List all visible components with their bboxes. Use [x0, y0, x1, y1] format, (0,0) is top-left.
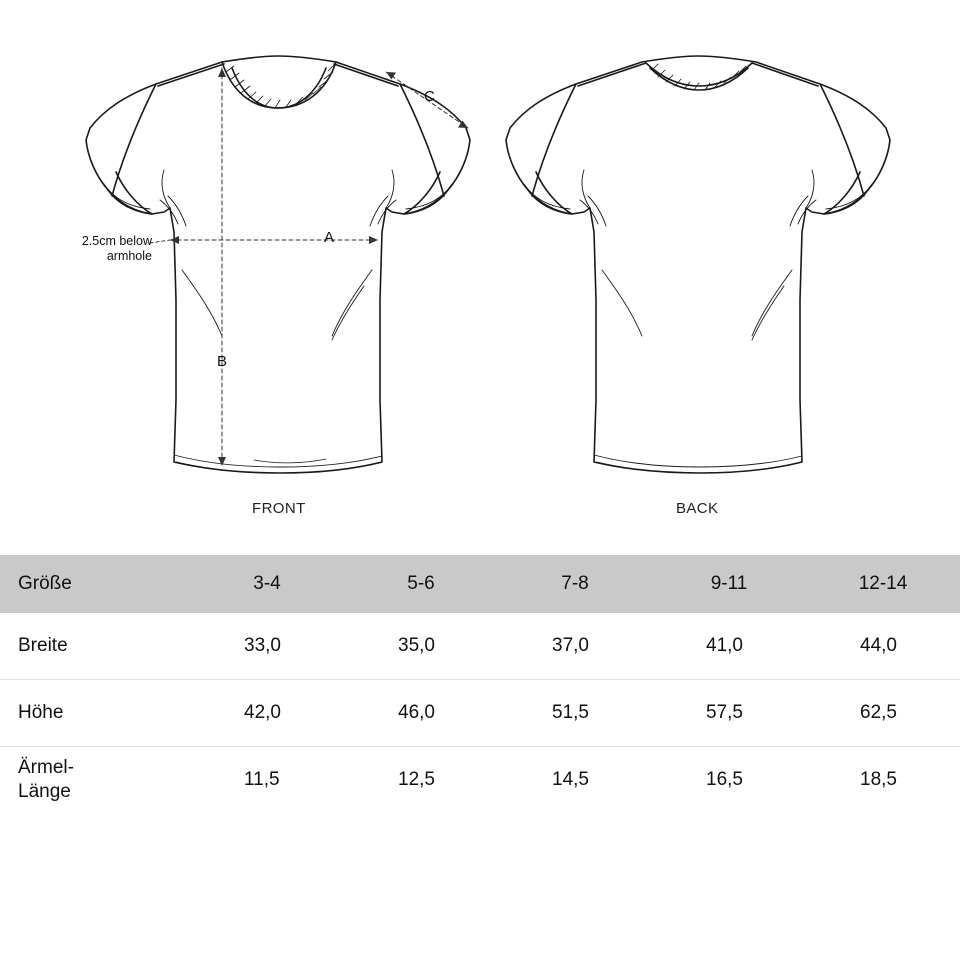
cell-value: 46,0	[398, 702, 435, 723]
cell-aermel-3-4	[190, 747, 344, 814]
header-size-7-8: 7-8	[561, 573, 589, 594]
cell-value: 18,5	[860, 769, 897, 790]
cell-value: 57,5	[706, 702, 743, 723]
armhole-note-line2: armhole	[106, 249, 152, 263]
back-view-label: BACK	[676, 500, 719, 517]
cell-breite-7-8	[498, 613, 652, 680]
cell-value: 33,0	[244, 635, 281, 656]
row-label-line1: Ärmel-	[18, 757, 74, 778]
cell-value: 44,0	[860, 635, 897, 656]
cell-aermel-5-6	[344, 747, 498, 814]
header-size-9-11: 9-11	[710, 573, 748, 594]
back-shirt-outline	[506, 56, 890, 473]
cell-breite-3-4	[190, 613, 344, 680]
cell-breite-9-11	[652, 613, 806, 680]
cell-value: 37,0	[552, 635, 589, 656]
table-row	[0, 680, 960, 747]
cell-value: 12,5	[398, 769, 435, 790]
cell-aermel-9-11	[652, 747, 806, 814]
armhole-note-line1: 2.5cm below	[81, 234, 152, 248]
front-view-label: FRONT	[252, 500, 306, 517]
cell-value: 11,5	[244, 769, 280, 790]
dimension-label-c: C	[424, 88, 435, 105]
row-label-aermellaenge	[0, 747, 190, 814]
cell-value: 35,0	[398, 635, 435, 656]
cell-hoehe-3-4	[190, 680, 344, 747]
cell-value: 16,5	[706, 769, 743, 790]
table-row	[0, 747, 960, 814]
cell-value: 42,0	[244, 702, 281, 723]
header-size-12-14: 12-14	[858, 573, 908, 594]
cell-value: 41,0	[706, 635, 743, 656]
cell-aermel-12-14	[806, 747, 960, 814]
header-size-3-4: 3-4	[253, 573, 281, 594]
row-label-breite: Breite	[18, 635, 68, 656]
header-size: Größe	[18, 573, 72, 594]
table-row	[0, 613, 960, 680]
cell-hoehe-5-6	[344, 680, 498, 747]
cell-hoehe-7-8	[498, 680, 652, 747]
header-size-5-6: 5-6	[407, 573, 435, 594]
size-table	[0, 555, 960, 813]
armhole-note	[42, 234, 152, 264]
cell-breite-5-6	[344, 613, 498, 680]
row-label-line2: Länge	[18, 781, 71, 802]
cell-value: 51,5	[552, 702, 589, 723]
size-table-header-row	[0, 555, 960, 613]
cell-hoehe-12-14	[806, 680, 960, 747]
dimension-label-a: A	[324, 229, 335, 246]
cell-value: 14,5	[552, 769, 589, 790]
cell-breite-12-14	[806, 613, 960, 680]
cell-hoehe-9-11	[652, 680, 806, 747]
front-shirt-outline	[86, 56, 470, 473]
cell-value: 62,5	[860, 702, 897, 723]
row-label-hoehe: Höhe	[18, 702, 64, 723]
cell-aermel-7-8	[498, 747, 652, 814]
dimension-label-b: B	[217, 353, 228, 370]
